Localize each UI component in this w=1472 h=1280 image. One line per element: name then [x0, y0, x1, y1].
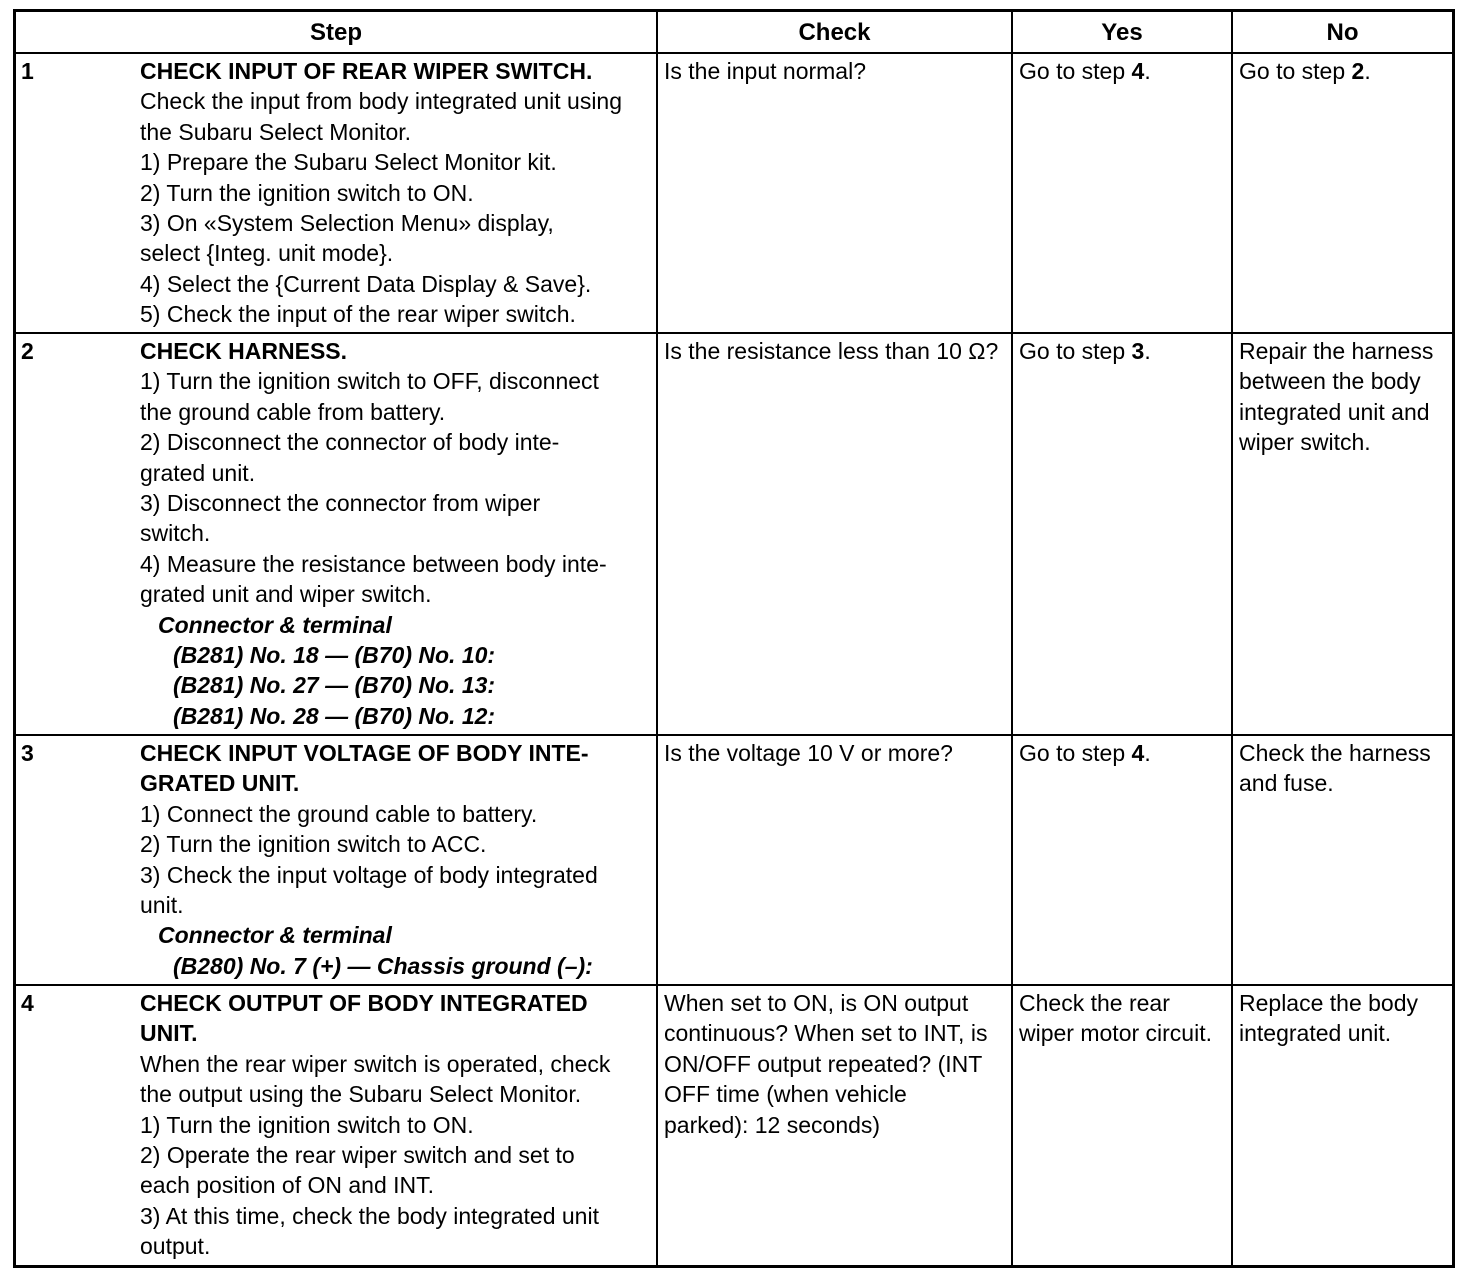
- step-line: 2) Disconnect the connector of body inte-: [140, 429, 560, 456]
- step-description: [134, 736, 658, 984]
- no-action: [1233, 986, 1452, 1265]
- step-number: 3: [21, 740, 34, 766]
- spec-line: (B281) No. 28 — (B70) No. 12:: [173, 702, 496, 729]
- no-line: and fuse.: [1239, 770, 1334, 797]
- step-line: 1) Turn the ignition switch to OFF, disconnect: [140, 368, 599, 395]
- check-line: Is the voltage 10 V or more?: [664, 740, 953, 766]
- spec-label: Connector & terminal: [158, 611, 392, 638]
- no-line: wiper switch.: [1239, 429, 1371, 456]
- step-line: Check the input from body integrated unit using: [140, 88, 623, 115]
- step-title: UNIT.: [140, 1020, 198, 1047]
- yes-action: [1013, 334, 1233, 734]
- no-step: 2: [1351, 58, 1365, 84]
- check-line: Is the input normal?: [664, 58, 867, 84]
- step-line: 3) At this time, check the body integrated unit: [140, 1202, 599, 1229]
- yes-suffix: .: [1144, 338, 1151, 364]
- header-check: Check: [658, 12, 1013, 52]
- check-line: When set to ON, is ON output: [664, 990, 969, 1016]
- step-line: 2) Operate the rear wiper switch and set to: [140, 1142, 575, 1169]
- check-line: parked): 12 seconds): [664, 1111, 881, 1138]
- step-line: each position of ON and INT.: [140, 1172, 435, 1199]
- no-line: Replace the body: [1239, 990, 1419, 1016]
- spec-line: (B281) No. 18 — (B70) No. 10:: [173, 642, 496, 669]
- step-line: 3) Check the input voltage of body integrated: [140, 861, 598, 888]
- step-description: [134, 986, 658, 1265]
- step-line: 1) Turn the ignition switch to ON.: [140, 1111, 474, 1138]
- step-number: 1: [21, 58, 34, 84]
- yes-prefix: Go to step: [1019, 338, 1132, 364]
- step-number: 2: [21, 338, 34, 364]
- step-line: grated unit and wiper switch.: [140, 581, 432, 608]
- step-title: CHECK OUTPUT OF BODY INTEGRATED: [140, 990, 588, 1016]
- step-number: 4: [21, 990, 34, 1016]
- step-line: 1) Connect the ground cable to battery.: [140, 800, 538, 827]
- no-line: Check the harness: [1239, 740, 1431, 766]
- check-text: [658, 334, 1013, 734]
- step-line: grated unit.: [140, 459, 256, 486]
- yes-line: Check the rear: [1019, 990, 1170, 1016]
- check-line: ON/OFF output repeated? (INT: [664, 1050, 983, 1077]
- no-line: integrated unit and: [1239, 398, 1430, 425]
- check-text: [658, 54, 1013, 332]
- yes-prefix: Go to step: [1019, 740, 1132, 766]
- spec-line: (B280) No. 7 (+) — Chassis ground (–):: [173, 952, 593, 979]
- header-no: No: [1326, 19, 1359, 46]
- yes-line: wiper motor circuit.: [1019, 1020, 1212, 1047]
- no-action: [1233, 736, 1452, 984]
- step-line: 3) On «System Selection Menu» display,: [140, 210, 554, 237]
- no-action: [1233, 54, 1452, 332]
- diagnostic-table: [13, 9, 1455, 1268]
- no-action: [1233, 334, 1452, 734]
- step-line: 5) Check the input of the rear wiper switch.: [140, 301, 576, 328]
- step-line: 1) Prepare the Subaru Select Monitor kit.: [140, 149, 557, 176]
- no-prefix: Go to step: [1239, 58, 1352, 84]
- step-line: 2) Turn the ignition switch to ON.: [140, 179, 474, 206]
- step-line: output.: [140, 1233, 211, 1260]
- table-row: [16, 986, 1452, 1265]
- check-text: [658, 986, 1013, 1265]
- header-yes: Yes: [1013, 12, 1233, 52]
- step-title: GRATED UNIT.: [140, 770, 300, 797]
- check-text: [658, 736, 1013, 984]
- step-line: unit.: [140, 892, 184, 919]
- step-line: 2) Turn the ignition switch to ACC.: [140, 831, 487, 858]
- check-line: OFF time (when vehicle: [664, 1081, 907, 1108]
- no-line: between the body: [1239, 368, 1421, 395]
- yes-step: 4: [1131, 740, 1145, 766]
- header-step: Step: [16, 12, 658, 52]
- step-title: CHECK INPUT OF REAR WIPER SWITCH.: [140, 58, 593, 84]
- yes-action: [1013, 736, 1233, 984]
- step-line: 4) Select the {Current Data Display & Save}.: [140, 270, 592, 297]
- step-line: 4) Measure the resistance between body inte-: [140, 550, 607, 577]
- step-line: 3) Disconnect the connector from wiper: [140, 490, 541, 517]
- step-line: the Subaru Select Monitor.: [140, 118, 412, 145]
- check-line: Is the resistance less than 10 Ω?: [664, 338, 999, 364]
- step-title: CHECK HARNESS.: [140, 338, 348, 364]
- step-description: [134, 54, 658, 332]
- table-row: [16, 54, 1452, 334]
- yes-suffix: .: [1144, 58, 1151, 84]
- spec-label: Connector & terminal: [158, 922, 392, 949]
- table-row: [16, 736, 1452, 986]
- table-header: [16, 12, 1452, 54]
- step-line: the output using the Subaru Select Monitor.: [140, 1081, 582, 1108]
- yes-action: [1013, 986, 1233, 1265]
- step-line: the ground cable from battery.: [140, 398, 446, 425]
- yes-prefix: Go to step: [1019, 58, 1132, 84]
- yes-suffix: .: [1144, 740, 1151, 766]
- step-description: [134, 334, 658, 734]
- step-line: When the rear wiper switch is operated, check: [140, 1050, 611, 1077]
- step-title: CHECK INPUT VOLTAGE OF BODY INTE-: [140, 740, 589, 766]
- no-suffix: .: [1364, 58, 1371, 84]
- yes-step: 3: [1131, 338, 1145, 364]
- spec-line: (B281) No. 27 — (B70) No. 13:: [173, 672, 496, 699]
- step-line: switch.: [140, 520, 211, 547]
- no-line: Repair the harness: [1239, 338, 1434, 364]
- yes-action: [1013, 54, 1233, 332]
- table-row: [16, 334, 1452, 736]
- yes-step: 4: [1131, 58, 1145, 84]
- check-line: continuous? When set to INT, is: [664, 1020, 988, 1047]
- no-line: integrated unit.: [1239, 1020, 1392, 1047]
- step-line: select {Integ. unit mode}.: [140, 240, 394, 267]
